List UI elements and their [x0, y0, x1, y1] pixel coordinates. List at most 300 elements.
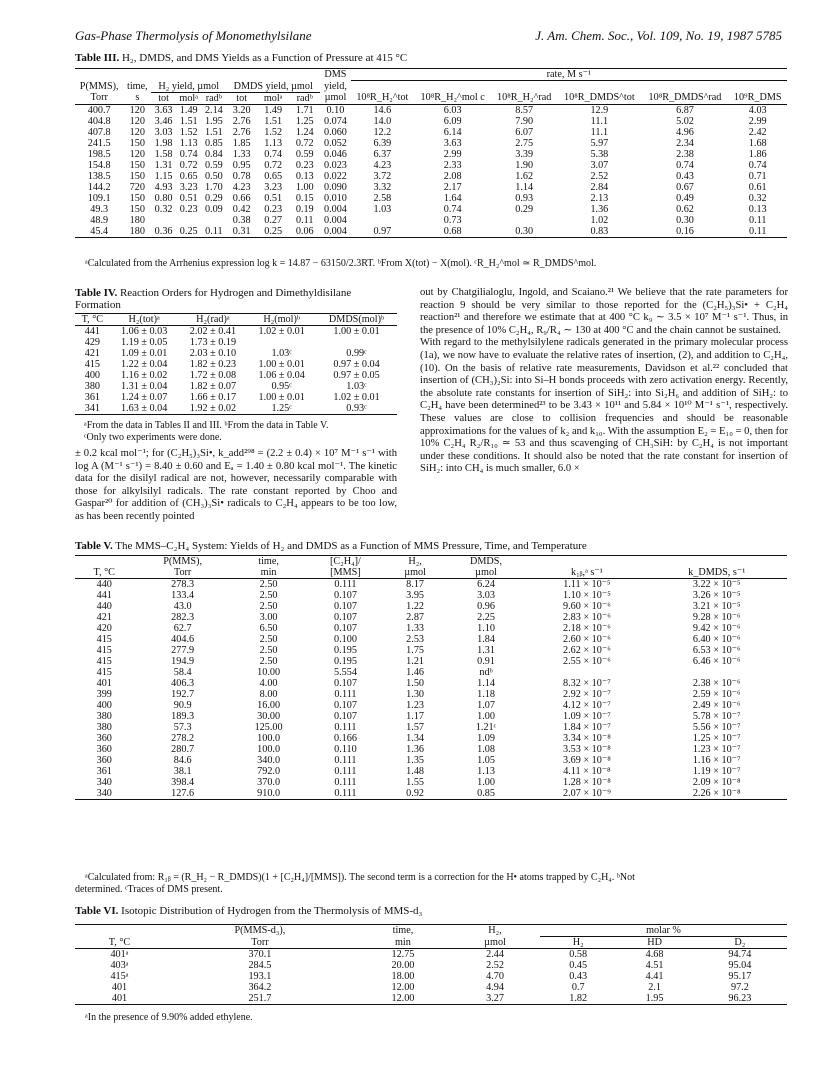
table4-row	[75, 326, 397, 338]
table3-cell: 0.010	[323, 192, 347, 204]
table5-cell: 406.3	[171, 678, 195, 689]
table3-cell: 0.32	[154, 203, 173, 215]
table3-cell: 1.85	[232, 137, 251, 149]
table4-header-cell: DMDS(mol)ᵇ	[328, 314, 385, 325]
table6-cell: 95.17	[728, 971, 752, 982]
table3-cell: 12.2	[373, 126, 392, 138]
table4	[75, 313, 397, 415]
table3-cell: 1.49	[264, 104, 283, 116]
table3-cell: 0.65	[179, 170, 198, 182]
table5-cell: 6.50	[259, 623, 278, 634]
table3-cell: 1.52	[179, 126, 198, 138]
table3-cell: 0.51	[179, 192, 198, 204]
table5-cell: 3.53 × 10⁻⁸	[563, 744, 611, 755]
table3-cell: 0.42	[232, 203, 251, 215]
table5-cell: 2.50	[259, 590, 278, 601]
table6-cell: 364.2	[248, 982, 272, 993]
table3-cell: 0.27	[264, 214, 283, 226]
table6-cell: 415ᵃ	[110, 971, 129, 982]
table5-cell: 380	[96, 711, 112, 722]
table3-footnote: ᵃCalculated from the Arrhenius expression log k = 14.87 − 63150/2.3RT. ᵇFrom X(tot) − X(mol). ᶜR_H₂^mol ≃ R_DMDS^mol.	[85, 258, 597, 269]
t3-h-torr: Torr	[90, 92, 108, 104]
table3-cell: 150	[129, 192, 145, 204]
table5-cell: 2.49 × 10⁻⁶	[692, 700, 741, 711]
table5-row	[75, 645, 787, 656]
table5-body	[75, 579, 787, 800]
table3-cell: 1.51	[179, 115, 198, 127]
table5-cell: 1.07	[477, 700, 495, 711]
table5-cell: 1.55	[406, 777, 424, 788]
table5-cell: 440	[96, 579, 112, 590]
table5-cell: 0.110	[334, 744, 357, 755]
table3-row	[75, 226, 787, 238]
table5-cell: 1.10 × 10⁻⁵	[563, 590, 611, 601]
table5-cell: 10.00	[257, 667, 281, 678]
table5-row	[75, 634, 787, 645]
table3-cell: 400.7	[87, 104, 111, 116]
table5-cell: 2.62 × 10⁻⁶	[563, 645, 611, 656]
table5-row	[75, 579, 787, 591]
table5-cell: 1.57	[406, 722, 424, 733]
table3-cell: 1.25	[295, 115, 314, 127]
table6-cell: 1.95	[645, 993, 664, 1004]
table5-cell: 1.84 × 10⁻⁷	[563, 722, 611, 733]
table3-cell: 120	[129, 148, 145, 160]
table5-cell: 9.60 × 10⁻⁶	[563, 601, 611, 612]
table3-cell: 0.29	[204, 192, 223, 204]
t3-h-r4: 10⁸R_DMDS^tot	[564, 92, 635, 104]
table5-header-cell	[75, 556, 133, 568]
table3-row	[75, 193, 787, 204]
table3-cell: 4.96	[676, 126, 694, 138]
table6-cell: 12.00	[391, 993, 415, 1004]
table3-cell: 0.023	[323, 159, 347, 171]
table5-row	[75, 711, 787, 722]
table3-cell: 4.03	[748, 104, 767, 116]
table6-cell: 2.44	[486, 949, 504, 960]
table3-cell: 8.57	[515, 104, 534, 116]
table6-cell: 3.27	[486, 993, 504, 1004]
table5-cell: 1.84	[477, 634, 495, 645]
t3-h-r2: 10⁸R_H₂^mol c	[420, 92, 485, 104]
table3-cell	[176, 215, 202, 226]
table6-cell: 12.00	[391, 982, 415, 993]
table4-cell	[247, 337, 316, 348]
table3-cell: 138.5	[87, 170, 111, 182]
table3-cell: 0.13	[748, 203, 767, 215]
table3-cell: 0.09	[204, 203, 223, 215]
table5-cell: 192.7	[171, 689, 195, 700]
table4-row	[75, 348, 397, 359]
table6-cell: 18.00	[391, 971, 415, 982]
t3-h-r1: 10⁸R_H₂^tot	[356, 92, 409, 104]
table5-header-cell: [MMS]	[330, 567, 361, 578]
table3-cell: 1.64	[443, 192, 462, 204]
table4-row	[75, 337, 397, 348]
left-column-text: ± 0.2 kcal mol⁻¹; for (C₂H₅)₃Si•, k_add²⁹⁸ = (2.2 ± 0.4) × 10⁷ M⁻¹ s⁻¹ with log A (M⁻¹ s⁻¹) = 8.40 ± 0.60 and Eₐ = 1.40 ± 0.80 kcal mol⁻¹. The kinetic data for the disilyl radical are not, however, necessarily comparable with those for alkylsilyl radicals. The rate constant reported by Choo and Gaspar²⁰ for addition of (CH₃)₃Si• radicals to C₂H₄ appears to be too low, as has been recently pointed	[75, 448, 397, 522]
table3-cell: 14.0	[373, 115, 392, 127]
t6-h-h2: H₂,	[488, 925, 502, 937]
table5-cell: 2.50	[259, 645, 278, 656]
table6-cell: 401ᵃ	[110, 949, 129, 960]
table5-cell: 361	[96, 766, 112, 777]
table5-cell: 0.107	[333, 590, 357, 601]
table5-cell: 8.00	[259, 689, 278, 700]
table3-cell: 6.39	[373, 137, 392, 149]
table6-cell: 2.1	[648, 982, 661, 993]
table5-row	[75, 678, 787, 689]
table4-foot2: ᶜOnly two experiments were done.	[84, 432, 222, 443]
table6-cell: 20.00	[391, 960, 415, 971]
table5-header-cell	[527, 556, 646, 568]
table4-cell: 415	[84, 359, 101, 370]
table5-cell: 1.21	[406, 656, 424, 667]
table3-cell: 0.022	[323, 170, 347, 182]
table3-cell: 0.66	[232, 192, 251, 204]
table3-cell: 144.2	[87, 181, 111, 193]
table5-cell: 1.17	[406, 711, 424, 722]
table5-cell: 2.50	[259, 656, 278, 667]
table3-cell: 0.11	[748, 225, 767, 237]
t3-h-r3: 10⁸R_H₂^rad	[497, 92, 552, 104]
table4-cell: 1.02 ± 0.01	[333, 392, 380, 403]
table4-cell: 0.99ᶜ	[346, 348, 367, 359]
table5-cell: 380	[96, 722, 112, 733]
table3-cell: 11.1	[590, 126, 609, 138]
table3-cell: 0.84	[204, 148, 223, 160]
table3-body	[75, 104, 787, 237]
table6-header-cell: Torr	[251, 936, 269, 948]
table3-cell: 5.38	[590, 148, 609, 160]
table3-cell: 150	[129, 137, 145, 149]
table5-cell: 8.17	[406, 579, 424, 590]
table3-cell: 12.9	[590, 104, 609, 116]
table4-header-cell: T, °C	[81, 314, 104, 325]
table5-cell: 0.91	[477, 656, 495, 667]
table5-cell: 360	[96, 733, 112, 744]
table5-cell: 1.23	[406, 700, 424, 711]
table3-cell: 0.72	[179, 159, 198, 171]
table5-cell: 0.96	[477, 601, 495, 612]
table3-cell: 0.23	[179, 203, 198, 215]
table3-cell: 0.19	[295, 203, 314, 215]
table3-cell: 0.72	[264, 159, 283, 171]
table6-cell: 401	[111, 982, 128, 993]
table3-cell	[151, 215, 176, 226]
table6	[75, 924, 787, 1005]
table5-cell: 0.195	[333, 656, 357, 667]
table3-cell: 0.74	[748, 159, 767, 171]
table4-caption: Table IV. Reaction Orders for Hydrogen and Dimethyldisilane Formation	[75, 287, 352, 311]
table5-cell: 2.38 × 10⁻⁶	[692, 678, 741, 689]
table4-cell: 1.82 ± 0.07	[189, 381, 237, 392]
table3-cell: 0.78	[232, 170, 251, 182]
table5-foot1: ᵃCalculated from: R₁ᵦ = (R_H₂ − R_DMDS)(1 + [C₂H₄]/[MMS]). The second term is a correction for the H• atoms trapped by C₂H₄. ᵇNot	[85, 872, 635, 883]
table3-cell: 0.052	[323, 137, 347, 149]
table6-cell: 2.52	[486, 960, 504, 971]
table6-row	[75, 949, 787, 961]
table5-cell: 0.111	[334, 722, 357, 733]
table6-header-cell: T, °C	[108, 936, 131, 948]
table5-cell: 398.4	[171, 777, 195, 788]
table5-cell: 0.107	[333, 601, 357, 612]
table3-cell: 0.30	[676, 214, 694, 226]
table3-cell: 2.75	[515, 137, 534, 149]
table3-cell: 1.49	[179, 104, 198, 116]
table5-header-cell: P(MMS),	[163, 556, 203, 567]
table3-cell: 6.09	[443, 115, 462, 127]
table5-cell: 360	[96, 755, 112, 766]
table4-cell: 1.92 ± 0.02	[189, 403, 237, 414]
table3-row	[75, 215, 787, 226]
table6-foot: ᵃIn the presence of 9.90% added ethylene.	[85, 1012, 253, 1023]
table3-cell: 0.060	[323, 126, 347, 138]
table4-cell: 1.24 ± 0.07	[120, 392, 168, 403]
table5-caption: Table V. The MMS–C₂H₄ System: Yields of H₂ and DMDS as a Function of MMS Pressure, Time, and Temperature	[75, 540, 587, 552]
t3-h-rate: rate, M s⁻¹	[351, 69, 787, 81]
table5-cell: 441	[96, 590, 112, 601]
table5-cell: 910.0	[257, 788, 281, 799]
table5-foot2: determined. ᶜTraces of DMS present.	[75, 884, 223, 895]
table3-cell: 0.43	[676, 170, 694, 182]
table3-cell: 0.11	[205, 225, 223, 237]
table3-cell: 3.46	[154, 115, 173, 127]
table4-cell: 1.00 ± 0.01	[258, 359, 305, 370]
table5-cell: 30.00	[257, 711, 281, 722]
table5-cell: 133.4	[171, 590, 195, 601]
table5-cell: 340	[96, 777, 112, 788]
table3-cell: 1.71	[295, 104, 314, 116]
table3-cell: 0.38	[232, 214, 251, 226]
table5-cell: 5.78 × 10⁻⁷	[692, 711, 741, 722]
table3-cell: 0.97	[373, 225, 392, 237]
t3-h-r5: 10⁸R_DMDS^rad	[648, 92, 722, 104]
table4-cell: 2.02 ± 0.41	[189, 326, 237, 337]
table3-cell: 2.76	[232, 126, 251, 138]
table4-row	[75, 392, 397, 403]
table5-cell: 1.05	[477, 755, 495, 766]
t3-h-dms3: µmol	[324, 92, 347, 104]
table3-cell: 1.62	[515, 170, 534, 182]
table3-cell: 1.98	[154, 137, 173, 149]
table4-cell: 1.06 ± 0.03	[120, 326, 168, 337]
table5-cell: 6.40 × 10⁻⁶	[692, 634, 741, 645]
table5-cell: 2.26 × 10⁻⁸	[692, 788, 741, 799]
table4-cell: 2.03 ± 0.10	[189, 348, 237, 359]
table5-cell: 2.50	[259, 601, 278, 612]
table5-cell	[527, 667, 646, 678]
table5-cell: 9.42 × 10⁻⁶	[692, 623, 741, 634]
table3-cell: 0.71	[748, 170, 767, 182]
table5-row	[75, 656, 787, 667]
table5-cell: 2.50	[259, 634, 278, 645]
table3-cell: 0.13	[295, 170, 314, 182]
table3-cell: 0.090	[323, 181, 347, 193]
table4-cell: 1.63 ± 0.04	[120, 403, 168, 414]
t3-h-r6: 10⁹R_DMS	[733, 92, 782, 104]
table3-cell: 0.30	[515, 225, 534, 237]
table5-cell: 3.21 × 10⁻⁵	[692, 601, 741, 612]
t3-h-tot2: tot	[236, 92, 248, 104]
table5-cell: 0.166	[333, 733, 357, 744]
table3-cell: 0.59	[204, 159, 223, 171]
table5-cell: 440	[96, 601, 112, 612]
table5-cell: 1.08	[477, 744, 495, 755]
table5-cell: 1.31	[477, 645, 495, 656]
table3-cell: 2.42	[748, 126, 767, 138]
table3-cell	[491, 215, 557, 226]
table5-cell: 6.24	[477, 579, 495, 590]
table3-cell: 0.65	[264, 170, 283, 182]
table6-header-cell: HD	[647, 937, 662, 948]
table3-cell: 0.11	[296, 214, 314, 226]
table3-cell: 120	[129, 126, 145, 138]
table3-cell: 1.24	[295, 126, 314, 138]
table4-cell: 0.95ᶜ	[271, 381, 292, 392]
table3-row	[75, 171, 787, 182]
table6-cell: 95.04	[728, 960, 752, 971]
table3-cell: 0.23	[264, 203, 283, 215]
t3-h-time: time,	[126, 80, 148, 92]
t3-h-mol: molᵃ	[179, 92, 199, 104]
table5-cell: 0.111	[334, 755, 357, 766]
table4-cell: 1.02 ± 0.01	[258, 326, 305, 337]
t6-h-molar: molar %	[540, 925, 787, 937]
table4-header-cell: H₂(tot)ᵃ	[128, 314, 160, 325]
table3-row	[75, 116, 787, 127]
table3-cell	[202, 215, 227, 226]
table5-header-cell: µmol	[475, 567, 497, 578]
table5-cell: 415	[96, 645, 112, 656]
table3-cell: 6.03	[443, 104, 462, 116]
table5-header-cell: H₂,	[408, 556, 422, 567]
table5-cell: 1.19 × 10⁻⁷	[692, 766, 741, 777]
table3-cell: 3.32	[373, 181, 392, 193]
table3-cell: 3.07	[590, 159, 609, 171]
table6-cell: 4.94	[486, 982, 504, 993]
table5-cell: 0.107	[333, 700, 357, 711]
table5-cell: 1.21ᶜ	[475, 722, 497, 733]
running-header	[75, 28, 782, 44]
table5-cell: 189.3	[171, 711, 195, 722]
table5-row	[75, 689, 787, 700]
table3-cell: 1.52	[264, 126, 283, 138]
table5-header-cell: time,	[258, 556, 279, 567]
table3-cell: 6.14	[443, 126, 462, 138]
table5-cell: 1.75	[406, 645, 424, 656]
table3-cell: 0.046	[323, 148, 347, 160]
table5-cell: 2.83 × 10⁻⁶	[563, 612, 611, 623]
table6-header-cell: µmol	[484, 936, 506, 948]
table4-header-cell: H₂(mol)ᵇ	[263, 314, 301, 325]
t3-h-s: s	[135, 92, 140, 104]
table4-cell: 1.25ᶜ	[271, 403, 292, 414]
table5-header-2	[75, 567, 787, 579]
table5-header-cell: DMDS,	[470, 556, 503, 567]
table3-cell: 2.08	[443, 170, 462, 182]
table5-cell: 277.9	[171, 645, 195, 656]
table3-cell: 0.67	[676, 181, 694, 193]
table3-cell: 48.9	[90, 214, 109, 226]
table3-cell: 150	[129, 159, 145, 171]
table6-cell: 4.41	[645, 971, 664, 982]
table3	[75, 68, 787, 238]
table6-cell: 0.7	[571, 982, 585, 993]
table4-cell: 1.16 ± 0.02	[120, 370, 168, 381]
table5-row	[75, 590, 787, 601]
table3-cell: 0.95	[232, 159, 251, 171]
table5-cell: 4.12 × 10⁻⁷	[563, 700, 611, 711]
table5-cell: 3.95	[406, 590, 424, 601]
table3-cell: 0.59	[295, 148, 314, 160]
table3-cell: 407.8	[87, 126, 111, 138]
table3-cell: 6.07	[515, 126, 534, 138]
table3-cell: 0.36	[154, 225, 173, 237]
table6-cell: 4.68	[645, 949, 664, 960]
table6-row	[75, 960, 787, 971]
table5-cell: 2.25	[477, 612, 495, 623]
table6-cell: 94.74	[728, 949, 752, 960]
table5-cell: 2.07 × 10⁻⁹	[563, 788, 611, 799]
table3-cell: 1.02	[590, 214, 609, 226]
t3-h-dms2: yield,	[323, 80, 347, 92]
table4-cell: 1.09 ± 0.01	[120, 348, 168, 359]
table5-cell: 100.0	[257, 744, 281, 755]
table5-cell: 16.00	[257, 700, 281, 711]
table3-cell: 0.06	[295, 225, 314, 237]
table5-cell: 1.35	[406, 755, 424, 766]
table3-cell: 2.58	[373, 192, 392, 204]
table5-cell: 0.111	[334, 579, 357, 590]
table3-cell: 4.93	[154, 181, 173, 193]
table5-cell: 0.195	[333, 645, 357, 656]
table6-body	[75, 949, 787, 1005]
table6-cell: 97.2	[730, 982, 749, 993]
table3-cell: 1.36	[590, 203, 609, 215]
table5-cell: 1.28 × 10⁻⁸	[563, 777, 611, 788]
table5-cell: 0.100	[333, 634, 357, 645]
table3-row	[75, 204, 787, 215]
table3-cell: 0.51	[264, 192, 283, 204]
right-column-text: out by Chatgilialoglu, Ingold, and Scaiano.²¹ We believe that the rate parameters for reaction 9 should be very similar to those reported for the (C₂H₅)₃Si• + C₂H₄ reaction²¹ and therefore we estimate that at 400 °C k₉ ∼ 3.5 × 10⁷ M⁻¹ s⁻¹. Thus, in the presence of 10% C₂H₄, R₉/R₄ ∼ 130 at 400 °C and the chain cannot be sustained. With regard to the methylsilylene radicals generated in the primary molecular process (1a), we now have to evaluate the relative rates of insertion, (2), and addition to C₂H₄, (10). On the basis of relative rate measurements, Davidson et al.²² concluded that insertion of (CH₃)₂Si: into Si–H bonds proceeds with zero activation energy. Recently, the absolute rate constants for insertion of SiH₂: into Si₂H₆ and addition of SiH₂: to C₂H₄ have been determined²³ to be 3.43 × 10¹¹ and 5.84 × 10¹⁰ M⁻¹ s⁻¹, respectively. These values are close to collision frequencies and should be reasonable approximations for the values of k₂ and k₁₀. With the assumption E₂ = E₁₀ = 0, then for 10% C₂H₄ R₂/R₁₀ ≃ 53 and thus scavenging of CH₃SiH: by C₂H₄ is not important under these conditions. It should also be noted that the rate constant for insertion of SiH₂: into CH₄ is much smaller, 6.0 ×	[420, 287, 788, 475]
table3-row	[75, 127, 787, 138]
table5-row	[75, 667, 787, 678]
table5-cell: 278.3	[171, 579, 195, 590]
table3-cell: 14.6	[373, 104, 392, 116]
table6-header-cell: D₂	[734, 937, 746, 948]
table3-row	[75, 138, 787, 149]
table3-cell: 49.3	[90, 203, 109, 215]
table5-cell	[646, 667, 787, 678]
table4-cell: 1.06 ± 0.04	[258, 370, 305, 381]
table3-cell: 0.74	[264, 148, 283, 160]
table3-cell: 5.97	[590, 137, 609, 149]
table3-cell: 2.14	[204, 104, 223, 116]
table3-cell: 1.13	[264, 137, 283, 149]
table5-row	[75, 733, 787, 744]
table5-cell: 1.46	[406, 667, 424, 678]
table3-cell: 0.31	[232, 225, 251, 237]
table3-cell: 4.23	[232, 181, 251, 193]
table6-cell: 96.23	[728, 993, 752, 1004]
t6-h-time: time,	[392, 925, 414, 937]
table3-cell: 0.62	[676, 203, 694, 215]
table4-row	[75, 381, 397, 392]
table5-cell: 401	[96, 678, 112, 689]
table5-cell: 38.1	[173, 766, 192, 777]
table4-cell: 1.00 ± 0.01	[258, 392, 305, 403]
table5-cell: 3.03	[477, 590, 495, 601]
